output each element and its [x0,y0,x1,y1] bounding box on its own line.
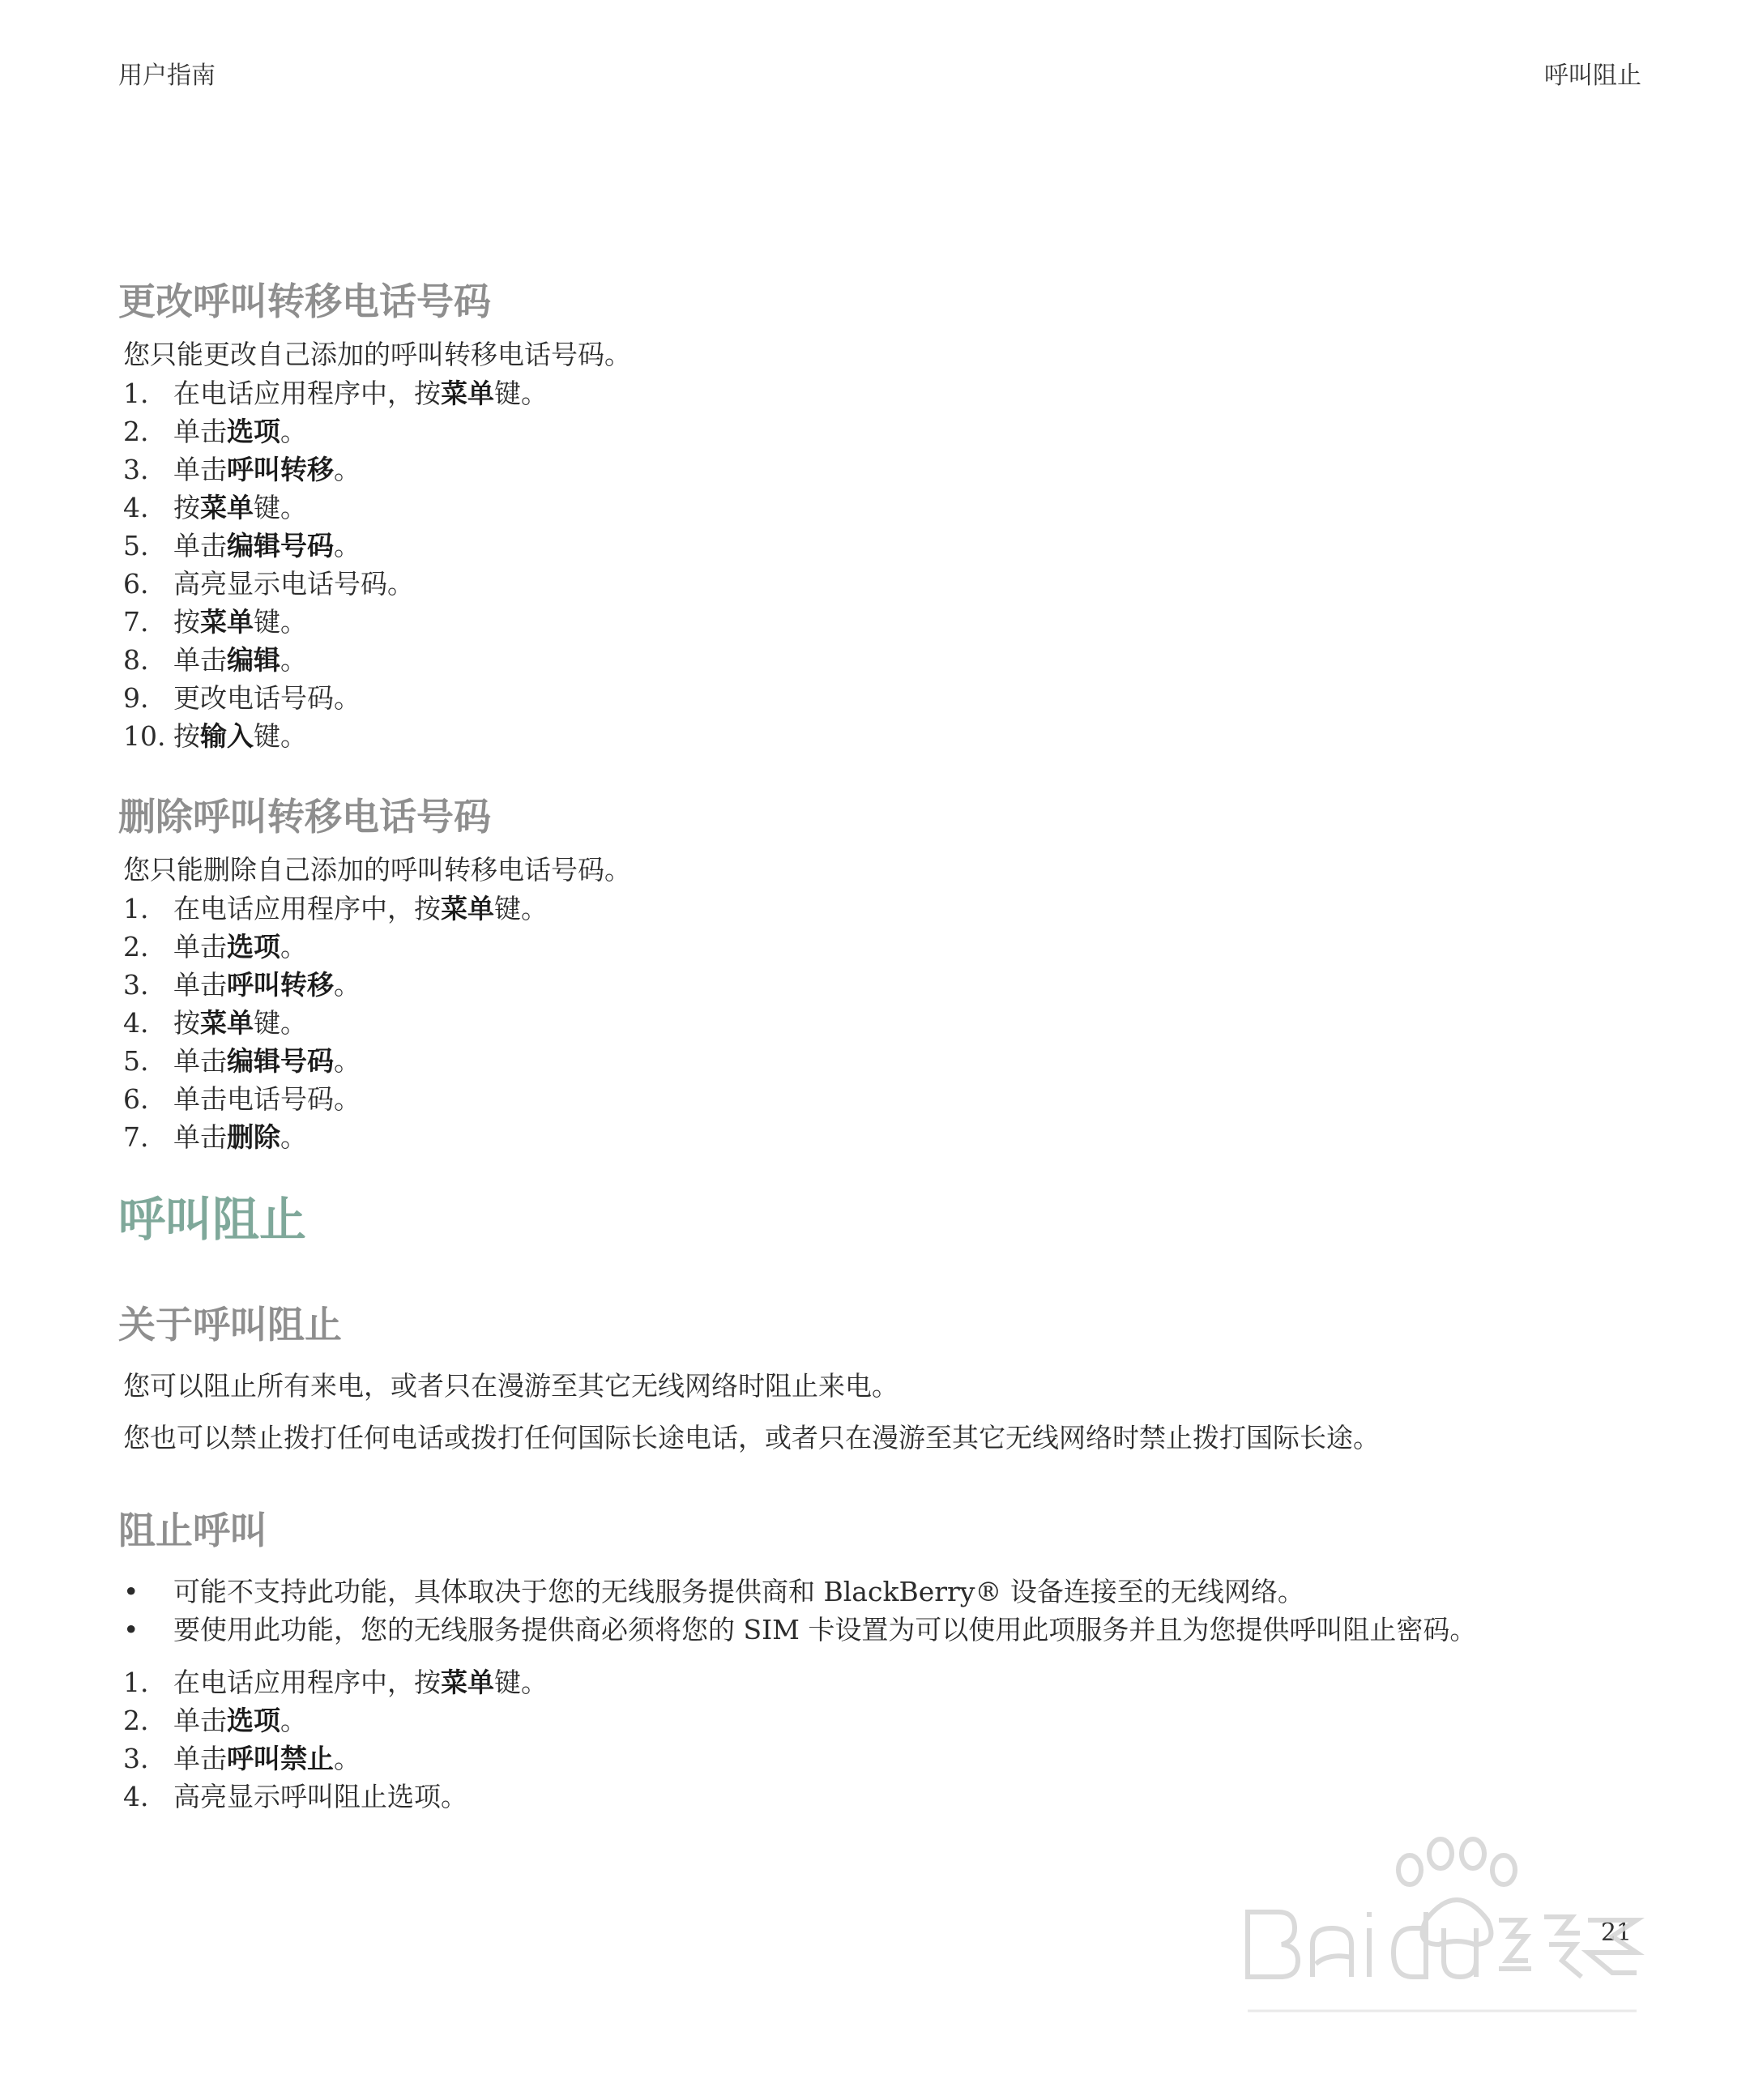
step-ui-term: 呼叫转移 [227,454,334,485]
section-title: 阻止呼叫 [118,1509,267,1552]
step-number: 6. [123,1083,149,1115]
step-item [118,1004,1641,1042]
step-item [118,966,1641,1004]
page-content [118,275,1641,1816]
bullet-text: 可能不支持此功能，具体取决于您的无线服务提供商和 BlackBerry® 设备连接至的无线网络。 [173,1576,1304,1607]
step-item [118,450,1641,489]
step-item [118,890,1641,928]
step-text: 按 [173,606,200,638]
step-ui-term: 删除 [227,1121,280,1153]
step-text-suffix: 键。 [254,492,307,523]
step-text-suffix: 键。 [494,893,548,924]
step-text-suffix: 键。 [254,606,307,638]
step-item [118,679,1641,717]
step-item [118,565,1641,603]
steps-list [118,1663,1641,1816]
step-number: 4. [123,1007,149,1039]
step-text: 单击 [173,1743,227,1774]
step-number: 7. [123,606,149,638]
step-text-suffix: 。 [334,454,361,485]
step-item [118,1701,1641,1739]
step-number: 2. [123,1705,149,1736]
step-text-suffix: 键。 [254,720,307,752]
step-text: 单击 [173,416,227,447]
step-number: 3. [123,969,149,1001]
step-text-suffix: 。 [280,1121,307,1153]
page-number: 21 [1600,1919,1632,1947]
step-text: 按 [173,1007,200,1039]
step-text-suffix: 。 [280,1705,307,1736]
step-ui-term: 编辑号码 [227,530,334,561]
step-text: 单击 [173,1045,227,1077]
steps-list [118,890,1641,1156]
step-text: 在电话应用程序中，按 [173,1667,441,1698]
step-text: 在电话应用程序中，按 [173,378,441,409]
step-number: 5. [123,530,149,561]
step-ui-term: 菜单 [441,893,494,924]
notes-list [118,1573,1641,1649]
step-text: 高亮显示呼叫阻止选项。 [173,1781,467,1812]
section-intro: 您只能删除自己添加的呼叫转移电话号码。 [123,854,631,886]
step-ui-term: 输入 [200,720,254,752]
step-text-suffix: 键。 [254,1007,307,1039]
step-text-suffix: 键。 [494,378,548,409]
step-text: 单击 [173,931,227,962]
running-header-right: 呼叫阻止 [1544,62,1641,90]
step-item [118,1080,1641,1118]
step-number: 7. [123,1121,149,1153]
section-intro: 您只能更改自己添加的呼叫转移电话号码。 [123,339,631,370]
step-item [118,374,1641,412]
section-title: 更改呼叫转移电话号码 [118,280,491,323]
step-number: 5. [123,1045,149,1077]
step-number: 8. [123,644,149,676]
step-ui-term: 选项 [227,931,280,962]
step-item [118,717,1641,755]
step-item [118,1118,1641,1156]
step-ui-term: 菜单 [200,1007,254,1039]
step-number: 3. [123,1743,149,1774]
step-text: 按 [173,720,200,752]
section-change-forward-number [118,275,1641,755]
step-ui-term: 呼叫禁止 [227,1743,334,1774]
bullet-icon: • [123,1576,139,1607]
step-item [118,412,1641,450]
step-text: 单击 [173,530,227,561]
step-item [118,489,1641,527]
section-delete-forward-number [118,791,1641,1156]
paragraph: 您可以阻止所有来电，或者只在漫游至其它无线网络时阻止来电。 [123,1370,898,1402]
section-block-calls [118,1505,1641,1816]
step-item [118,641,1641,679]
running-header-left: 用户指南 [118,62,216,90]
step-text-suffix: 。 [280,416,307,447]
step-ui-term: 编辑 [227,644,280,676]
chapter-title: 呼叫阻止 [118,1192,307,1247]
section-title: 删除呼叫转移电话号码 [118,795,491,839]
step-text-suffix: 。 [334,969,361,1001]
paragraph: 您也可以禁止拨打任何电话或拨打任何国际长途电话，或者只在漫游至其它无线网络时禁止拨打国际长途。 [123,1422,1380,1453]
step-ui-term: 菜单 [200,606,254,638]
step-text: 在电话应用程序中，按 [173,893,441,924]
step-text: 单击 [173,1121,227,1153]
step-text-suffix: 。 [334,1045,361,1077]
step-item [118,1663,1641,1701]
step-ui-term: 选项 [227,416,280,447]
step-text: 单击 [173,454,227,485]
step-text: 更改电话号码。 [173,682,361,714]
step-text: 按 [173,492,200,523]
step-number: 10. [123,720,166,752]
step-text-suffix: 。 [280,931,307,962]
step-ui-term: 菜单 [200,492,254,523]
step-text-suffix: 。 [334,530,361,561]
list-item [118,1573,1641,1611]
step-text-suffix: 。 [280,644,307,676]
step-ui-term: 菜单 [441,378,494,409]
step-text: 单击 [173,969,227,1001]
step-item [118,1042,1641,1080]
baidu-jingyan-watermark [1231,1831,1653,2042]
step-number: 3. [123,454,149,485]
step-number: 2. [123,416,149,447]
section-title: 关于呼叫阻止 [118,1303,342,1347]
step-item [118,1778,1641,1816]
step-number: 4. [123,1781,149,1812]
step-item [118,527,1641,565]
step-item [118,603,1641,641]
step-text: 高亮显示电话号码。 [173,568,414,600]
step-number: 2. [123,931,149,962]
step-text-suffix: 键。 [494,1667,548,1698]
step-ui-term: 呼叫转移 [227,969,334,1001]
step-text: 单击电话号码。 [173,1083,361,1115]
list-item [118,1611,1641,1649]
step-item [118,1739,1641,1778]
step-text: 单击 [173,1705,227,1736]
bullet-icon: • [123,1614,139,1645]
step-item [118,928,1641,966]
step-number: 1. [123,1667,149,1698]
step-number: 6. [123,568,149,600]
step-number: 9. [123,682,149,714]
step-number: 1. [123,893,149,924]
step-text-suffix: 。 [334,1743,361,1774]
step-ui-term: 选项 [227,1705,280,1736]
step-ui-term: 菜单 [441,1667,494,1698]
step-number: 4. [123,492,149,523]
steps-list [118,374,1641,755]
step-ui-term: 编辑号码 [227,1045,334,1077]
step-number: 1. [123,378,149,409]
chapter-call-blocking [118,1187,1641,1252]
step-text: 单击 [173,644,227,676]
section-about-call-blocking [118,1299,1641,1458]
bullet-text: 要使用此功能，您的无线服务提供商必须将您的 SIM 卡设置为可以使用此项服务并且为您提供呼叫阻止密码。 [173,1614,1477,1645]
